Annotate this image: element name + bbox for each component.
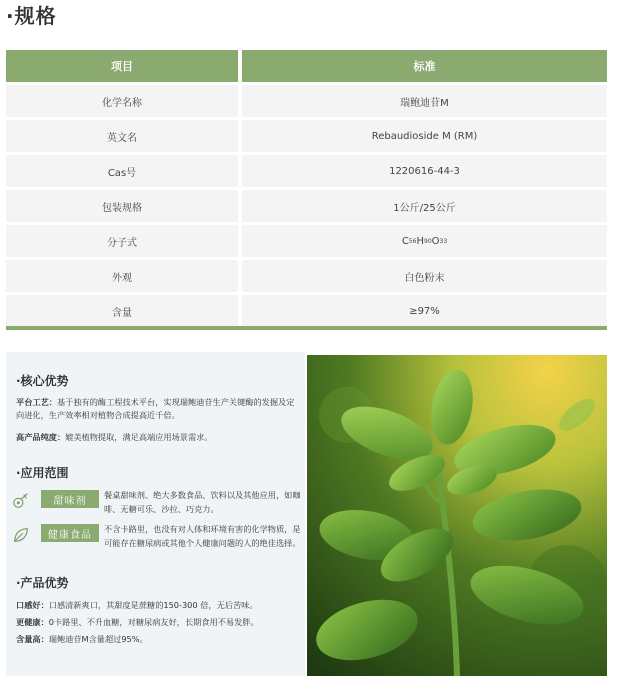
application-heading: ·应用范围 xyxy=(16,466,69,480)
core-heading: ·核心优势 xyxy=(16,374,69,388)
product-item xyxy=(16,633,298,646)
product-label: 更健康： xyxy=(16,617,49,627)
product-heading: ·产品优势 xyxy=(16,576,69,590)
header-item: 项目 xyxy=(6,50,238,82)
table-row xyxy=(6,155,607,187)
page-title: ·规格 xyxy=(6,4,57,28)
stevia-plant-photo xyxy=(307,355,607,676)
application-item xyxy=(12,522,302,562)
sweetener-text: 餐桌甜味剂、绝大多数食品、饮料以及其他应用，如咖啡、无糖可乐、沙拉、巧克力。 xyxy=(104,490,301,514)
health-food-tag: 健康食品 xyxy=(41,524,99,542)
formula-o-count: 33 xyxy=(439,237,448,245)
row-label: 包装规格 xyxy=(6,190,238,222)
row-label: Cas号 xyxy=(6,155,238,187)
info-panel xyxy=(6,352,305,676)
table-bottom-divider xyxy=(6,326,607,330)
row-label: 英文名 xyxy=(6,120,238,152)
molecular-formula xyxy=(242,225,607,257)
leaf-icon xyxy=(12,526,30,544)
table-row xyxy=(6,225,607,257)
formula-o: O xyxy=(431,235,440,247)
row-label: 分子式 xyxy=(6,225,238,257)
product-text: 0卡路里、不升血糖，对糖尿病友好，长期食用不易发胖。 xyxy=(48,617,259,627)
formula-h: H xyxy=(416,235,424,247)
spec-table xyxy=(6,50,607,327)
row-value: Rebaudioside M (RM) xyxy=(242,120,607,152)
table-header xyxy=(6,50,607,82)
product-text: 口感清新爽口，其甜度是蔗糖的150-300 倍，无后苦味。 xyxy=(48,600,258,610)
table-row xyxy=(6,120,607,152)
row-value: 白色粉末 xyxy=(242,260,607,292)
formula-h-count: 90 xyxy=(424,237,432,245)
platform-text: 基于独有的酶工程技术平台，实现瑞鲍迪苷生产关键酶的发掘及定向进化，生产效率相对植物合成提高近千倍。 xyxy=(16,397,295,420)
sweetener-icon xyxy=(12,492,30,510)
purity-label: 高产品纯度： xyxy=(16,432,66,442)
health-food-text: 不含卡路里，也没有对人体和环境有害的化学物质，是可能存在糖尿病或其他个人健康问题的人的绝佳选择。 xyxy=(104,524,301,548)
row-value: 1公斤/25公斤 xyxy=(242,190,607,222)
product-item xyxy=(16,616,298,629)
table-row xyxy=(6,85,607,117)
table-row xyxy=(6,260,607,292)
row-label: 化学名称 xyxy=(6,85,238,117)
product-text: 瑞鲍迪苷M含量超过95%。 xyxy=(48,634,148,644)
product-label: 含量高： xyxy=(16,634,49,644)
table-row xyxy=(6,190,607,222)
purity-paragraph xyxy=(16,431,298,444)
row-label: 外观 xyxy=(6,260,238,292)
row-label: 含量 xyxy=(6,295,238,327)
row-value: 1220616-44-3 xyxy=(242,155,607,187)
purity-text: 媲美植物提取，满足高端应用场景需求。 xyxy=(65,432,213,442)
platform-label: 平台工艺： xyxy=(16,397,57,407)
product-label: 口感好： xyxy=(16,600,49,610)
header-standard: 标准 xyxy=(242,50,607,82)
platform-paragraph xyxy=(16,396,298,422)
table-row xyxy=(6,295,607,327)
row-value: ≥97% xyxy=(242,295,607,327)
sweetener-tag: 甜味剂 xyxy=(41,490,99,508)
formula-c-count: 56 xyxy=(408,237,417,245)
product-item xyxy=(16,599,298,612)
row-value: 瑞鲍迪苷M xyxy=(242,85,607,117)
plant-illustration xyxy=(307,355,607,676)
formula-c: C xyxy=(401,235,409,247)
